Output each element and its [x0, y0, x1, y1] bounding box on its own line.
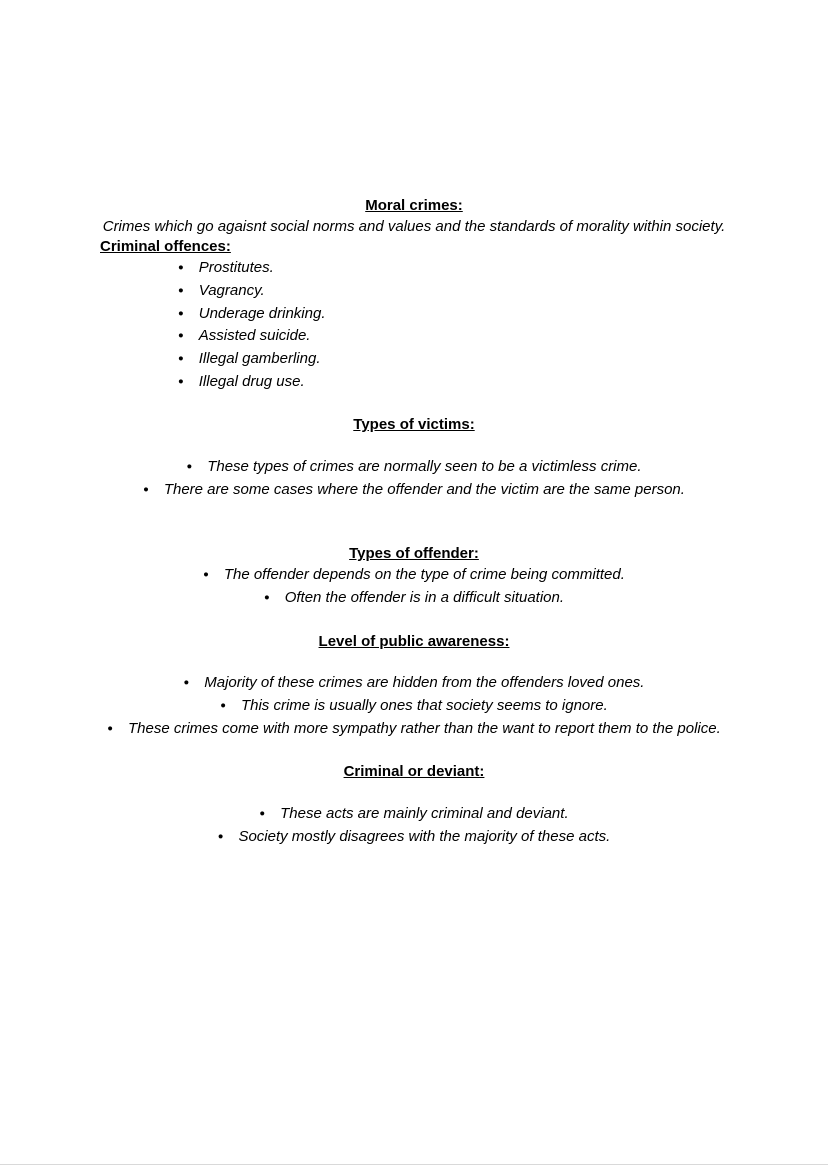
section-heading-criminal-offences: Criminal offences: — [100, 238, 231, 256]
bullet-icon: ● — [107, 722, 113, 734]
list-item — [100, 565, 728, 588]
list-item-text: The offender depends on the type of crime being committed. — [223, 566, 625, 584]
bullet-icon: ● — [263, 591, 270, 603]
bullet-icon: ● — [259, 808, 266, 820]
bullet-icon: ● — [178, 330, 184, 342]
list-item — [100, 304, 728, 327]
list-item — [100, 258, 728, 281]
bullet-icon: ● — [217, 830, 224, 842]
bullet-icon: ● — [220, 699, 226, 711]
list-item — [100, 349, 728, 372]
list-item-text: Illegal gamberling. — [198, 349, 321, 367]
list-item-text: Illegal drug use. — [198, 372, 305, 390]
list-item — [100, 673, 728, 696]
list-item — [100, 696, 728, 719]
page-title: Moral crimes: — [365, 197, 463, 214]
list-item — [100, 827, 728, 850]
list-item-text: Underage drinking. — [198, 304, 326, 322]
list-item-text: These crimes come with more sympathy rather than the want to report them to the police. — [127, 719, 721, 737]
list-item-text: Society mostly disagrees with the majority of these acts. — [238, 827, 611, 845]
bullet-icon: ● — [178, 375, 184, 387]
bullet-icon: ● — [178, 284, 184, 296]
list-item-text: These acts are mainly criminal and deviant. — [280, 805, 569, 823]
bullet-icon: ● — [178, 307, 184, 319]
list-item-text: Majority of these crimes are hidden from the offenders loved ones. — [204, 674, 645, 692]
page-bottom-border — [0, 1164, 828, 1165]
bullet-icon: ● — [186, 461, 193, 473]
section-heading-criminal-or-deviant: Criminal or deviant: — [343, 763, 485, 781]
list-item — [100, 804, 728, 827]
list-item — [100, 588, 728, 611]
list-item — [100, 326, 728, 349]
section-heading-types-of-victims: Types of victims: — [353, 416, 475, 434]
list-item — [100, 719, 728, 742]
list-item-text: Prostitutes. — [198, 259, 274, 277]
bullet-icon: ● — [178, 262, 184, 274]
list-item — [100, 372, 728, 395]
bullet-icon: ● — [143, 483, 149, 495]
list-item-text: This crime is usually ones that society seems to ignore. — [240, 696, 608, 714]
list-item-text: These types of crimes are normally seen to be a victimless crime. — [207, 458, 642, 476]
list-item — [100, 281, 728, 304]
list-item-text: Often the offender is in a difficult situation. — [284, 588, 565, 606]
list-item-text: There are some cases where the offender and the victim are the same person. — [163, 480, 685, 498]
bullet-icon: ● — [183, 677, 190, 689]
list-item-text: Assisted suicide. — [198, 327, 311, 345]
bullet-icon: ● — [203, 569, 209, 581]
list-item-text: Vagrancy. — [198, 281, 265, 299]
intro-text: Crimes which go agaisnt social norms and values and the standards of morality within society. — [102, 217, 726, 235]
list-item — [100, 480, 728, 503]
section-heading-types-of-offender: Types of offender: — [349, 545, 479, 563]
list-item — [100, 457, 728, 480]
bullet-icon: ● — [178, 352, 184, 364]
section-heading-public-awareness: Level of public awareness: — [318, 632, 510, 650]
